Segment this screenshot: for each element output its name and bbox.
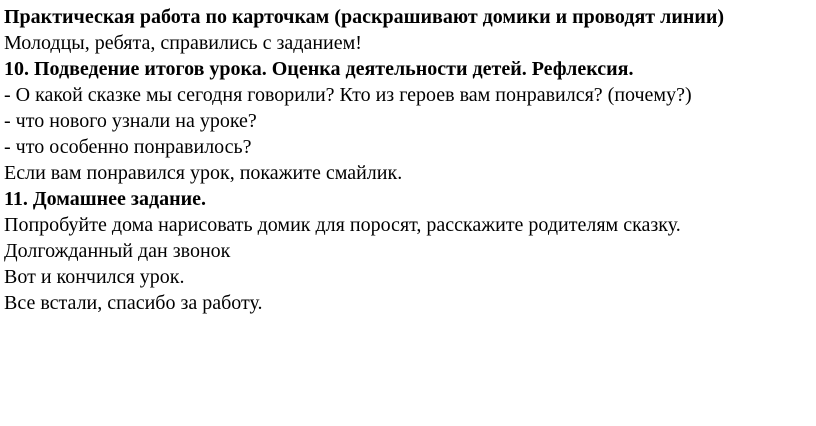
poem-line-1: Долгожданный дан звонок bbox=[4, 240, 231, 262]
practical-work-heading: Практическая работа по карточкам (раскрашивают домики и проводят линии) bbox=[4, 6, 725, 28]
question-new: - что нового узнали на уроке? bbox=[4, 110, 257, 132]
homework-text: Попробуйте дома нарисовать домик для поросят, расскажите родителям сказку. bbox=[4, 214, 681, 236]
question-fairy-tale: - О какой сказке мы сегодня говорили? Кто из героев вам понравился? (почему?) bbox=[4, 84, 692, 106]
smiley-instruction: Если вам понравился урок, покажите смайлик. bbox=[4, 162, 403, 184]
poem-line-2: Вот и кончился урок. bbox=[4, 266, 185, 288]
section-10-heading: 10. Подведение итогов урока. Оценка деятельности детей. Рефлексия. bbox=[4, 58, 634, 80]
poem-line-3: Все встали, спасибо за работу. bbox=[4, 292, 263, 314]
question-liked: - что особенно понравилось? bbox=[4, 136, 252, 158]
praise-text: Молодцы, ребята, справились с заданием! bbox=[4, 32, 362, 54]
section-11-heading: 11. Домашнее задание. bbox=[4, 188, 207, 210]
